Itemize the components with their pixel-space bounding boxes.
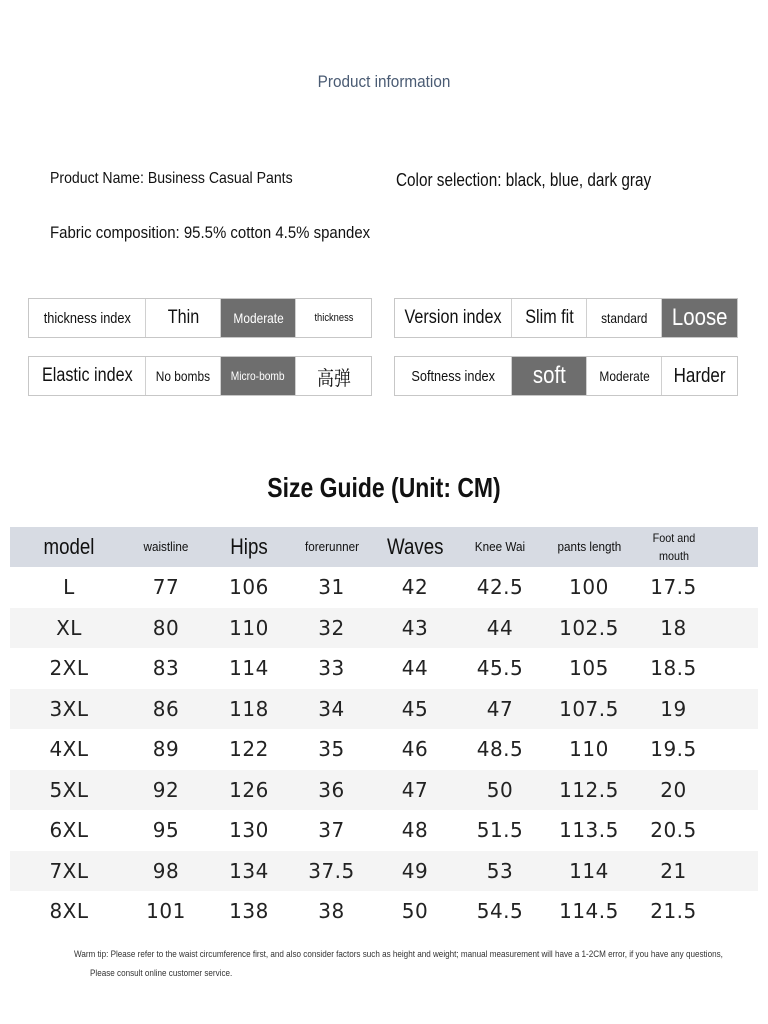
softness-option-soft: soft [512,357,587,395]
table-cell: 33 [318,656,345,681]
table-cell: 18 [660,615,687,640]
table-cell: 105 [569,656,609,681]
table-cell: 77 [152,575,180,600]
table-cell: 53 [486,858,514,883]
table-cell: 89 [152,737,180,762]
version-index-label: Version index [395,299,512,337]
table-cell: 107.5 [559,696,619,721]
table-cell: 21 [660,858,687,883]
table-row [10,608,758,649]
thickness-index-label: thickness index [29,299,146,337]
table-cell: 130 [229,818,269,843]
table-cell: 20.5 [650,818,697,843]
softness-index-box [394,356,738,396]
color-selection: Color selection: black, blue, dark gray [396,170,652,190]
version-option-loose: Loose [662,299,737,337]
table-cell: 48 [401,818,429,843]
table-row [10,851,758,892]
elastic-option-micro-bomb: Micro-bomb [221,357,297,395]
thickness-option-moderate: Moderate [221,299,297,337]
table-cell: 43 [401,615,429,640]
table-cell: 126 [229,777,269,802]
table-row [10,810,758,851]
table-cell: 102.5 [559,615,619,640]
table-cell: 138 [229,899,269,924]
table-cell: 54.5 [476,899,524,924]
table-cell: 110 [569,737,609,762]
table-cell: 18.5 [650,656,697,681]
table-cell: 44 [401,656,429,681]
header-model: model [43,534,95,559]
table-cell: 100 [569,575,609,600]
table-cell: 37.5 [308,858,355,883]
table-cell: 20 [660,777,687,802]
table-cell: 47 [401,777,429,802]
fabric-composition: Fabric composition: 95.5% cotton 4.5% spandex [50,223,371,242]
elastic-option-no-bombs: No bombs [146,357,221,395]
table-cell: 114.5 [559,899,619,924]
product-name: Product Name: Business Casual Pants [50,170,293,187]
table-cell: 3XL [49,696,89,721]
table-cell: 50 [401,899,429,924]
table-row [10,689,758,730]
table-cell: 42 [401,575,429,600]
table-cell: 118 [229,696,269,721]
table-row [10,770,758,811]
thickness-option-thin: Thin [146,299,221,337]
table-cell: 31 [318,575,345,600]
header-hips: Hips [230,534,268,559]
table-cell: 134 [229,858,269,883]
table-cell: 80 [152,615,180,640]
version-index-box [394,298,738,338]
footnote-line-2: Please consult online customer service. [90,968,233,978]
table-cell: 2XL [49,656,89,681]
header-pants-length: pants length [557,539,621,554]
size-table-header [10,527,758,567]
softness-index-label: Softness index [395,357,512,395]
table-cell: 32 [318,615,345,640]
table-cell: 47 [486,696,514,721]
table-cell: 49 [401,858,429,883]
softness-option-moderate: Moderate [587,357,663,395]
version-option-standard: standard [587,299,663,337]
table-cell: 21.5 [650,899,697,924]
table-cell: 4XL [49,737,89,762]
table-cell: 92 [152,777,180,802]
table-cell: 114 [569,858,609,883]
table-cell: 35 [318,737,345,762]
thickness-option-thickness: thickness [314,312,354,324]
table-cell: 86 [152,696,180,721]
table-cell: 44 [486,615,514,640]
table-cell: 112.5 [559,777,619,802]
table-cell: 122 [229,737,269,762]
table-cell: 50 [486,777,514,802]
footnote-line-1: Warm tip: Please refer to the waist circumference first, and also consider factors such as height and weight; manual measurement will have a 1-2CM error, if you have any questions, [74,949,723,959]
table-row [10,567,758,608]
table-row [10,729,758,770]
table-cell: 45.5 [476,656,524,681]
header-foot-and-mouth: Foot and mouth [652,531,695,563]
table-cell: 6XL [49,818,89,843]
table-cell: 95 [152,818,180,843]
table-cell: 36 [318,777,345,802]
table-row [10,891,758,932]
table-cell: 17.5 [650,575,697,600]
size-table [10,527,758,932]
table-cell: 5XL [49,777,89,802]
table-cell: 19.5 [650,737,697,762]
page-title: Product information [317,72,451,91]
table-cell: 19 [660,696,687,721]
table-cell: 48.5 [476,737,524,762]
table-cell: 8XL [49,899,89,924]
elastic-index-box [28,356,372,396]
table-cell: 98 [152,858,180,883]
table-cell: 45 [401,696,429,721]
elastic-index-label: Elastic index [29,357,146,395]
table-cell: 51.5 [476,818,524,843]
table-cell: 106 [229,575,269,600]
table-cell: 38 [318,899,345,924]
table-cell: XL [56,615,82,640]
table-cell: 7XL [49,858,89,883]
elastic-option-high-elastic: 高弹 [316,367,351,390]
table-cell: 110 [229,615,269,640]
table-cell: 42.5 [476,575,524,600]
thickness-index-box [28,298,372,338]
size-guide-title: Size Guide (Unit: CM) [267,472,501,503]
table-cell: 83 [152,656,180,681]
table-cell: 46 [401,737,429,762]
header-knee-wai: Knee Wai [474,539,526,554]
header-waves: Waves [386,534,444,559]
table-cell: 101 [146,899,186,924]
table-cell: 114 [229,656,269,681]
table-cell: 113.5 [559,818,619,843]
header-waistline: waistline [143,539,189,554]
table-row [10,648,758,689]
table-cell: 34 [318,696,345,721]
version-option-slim-fit: Slim fit [512,299,587,337]
table-cell: L [63,575,75,600]
softness-option-harder: Harder [673,364,726,387]
table-cell: 37 [318,818,345,843]
header-forerunner: forerunner [304,539,359,554]
